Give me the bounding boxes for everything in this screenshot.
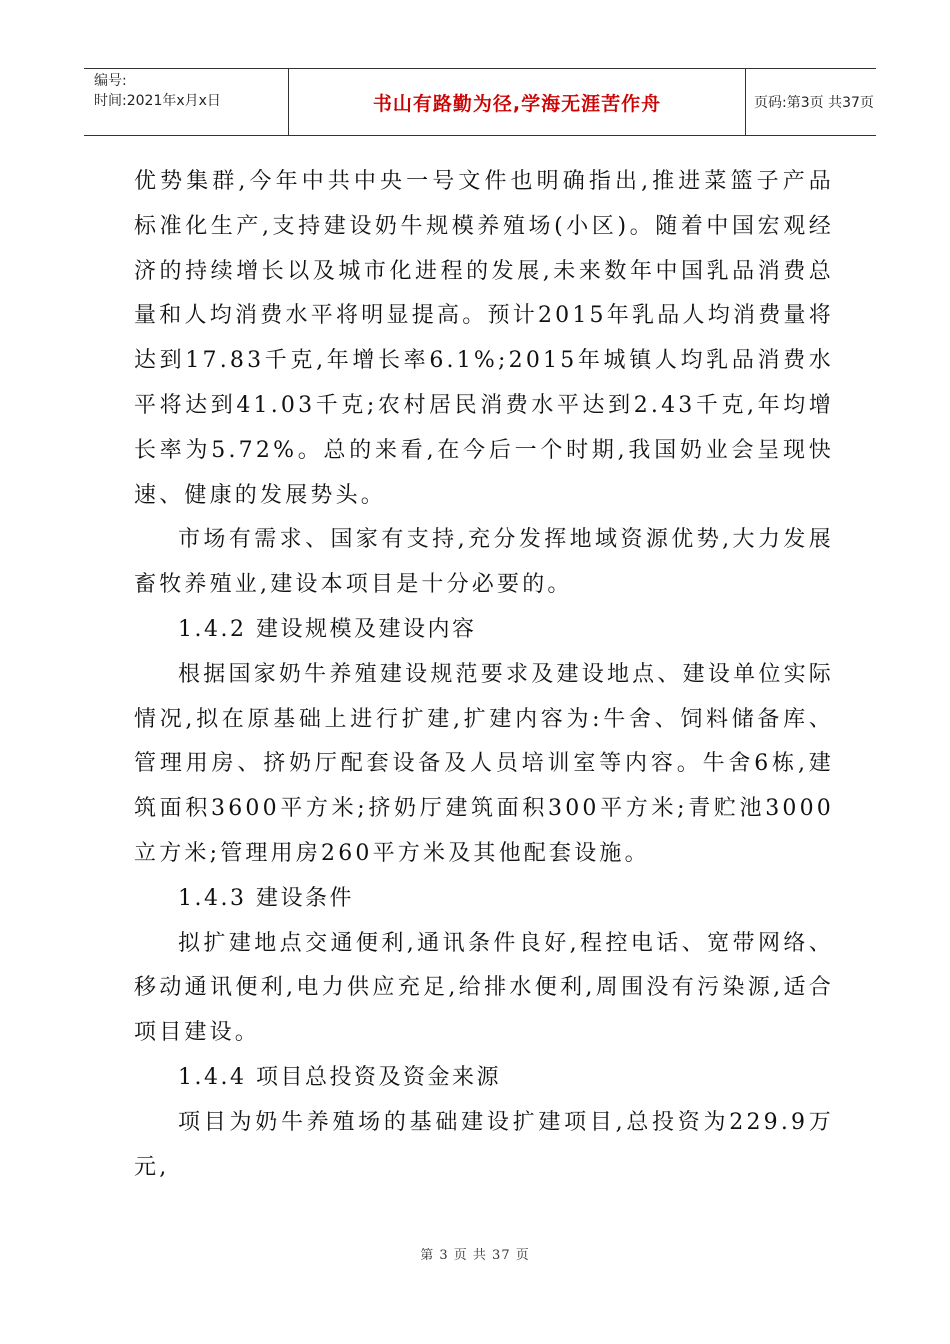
header-motto: 书山有路勤为径,学海无涯苦作舟 — [288, 69, 746, 135]
serial-number-label: 编号: — [94, 73, 127, 89]
page-footer: 第 3 页 共 37 页 — [420, 1248, 530, 1263]
paragraph: 项目为奶牛养殖场的基础建设扩建项目,总投资为229.9万元, — [134, 1109, 834, 1180]
section-heading: 1.4.2 建设规模及建设内容 — [178, 616, 477, 642]
header-page-number: 页码:第3页 共37页 — [754, 95, 874, 111]
section-heading: 1.4.4 项目总投资及资金来源 — [178, 1064, 501, 1090]
section-heading: 1.4.3 建设条件 — [178, 885, 354, 911]
paragraph: 优势集群,今年中共中央一号文件也明确指出,推进菜篮子产品标准化生产,支持建设奶牛规模养殖场(小区)。随着中国宏观经济的持续增长以及城市化进程的发展,未来数年中国乳品消费总量和人均消费水平将明显提高。预计2015年乳品人均消费量将达到17.83千克,年增长率6.1%;2015年城镇人均乳品消费水平将达到41.03千克;农村居民消费水平达到2.43千克,年均增长率为5.72%。总的来看,在今后一个时期,我国奶业会呈现快速、健康的发展势头。 — [134, 169, 834, 508]
page-header — [84, 68, 876, 136]
paragraph: 市场有需求、国家有支持,充分发挥地域资源优势,大力发展畜牧养殖业,建设本项目是十分必要的。 — [134, 527, 834, 598]
date-label: 时间:2021年x月x日 — [94, 93, 221, 109]
paragraph: 拟扩建地点交通便利,通讯条件良好,程控电话、宽带网络、移动通讯便利,电力供应充足,给排水便利,周围没有污染源,适合项目建设。 — [134, 930, 834, 1046]
document-body — [134, 160, 834, 1190]
header-meta — [84, 69, 288, 135]
paragraph: 根据国家奶牛养殖建设规范要求及建设地点、建设单位实际情况,拟在原基础上进行扩建,扩建内容为:牛舍、饲料储备库、管理用房、挤奶厅配套设备及人员培训室等内容。牛舍6栋,建筑面积3600平方米;挤奶厅建筑面积300平方米;青贮池3000立方米;管理用房260平方米及其他配套设施。 — [134, 661, 834, 866]
